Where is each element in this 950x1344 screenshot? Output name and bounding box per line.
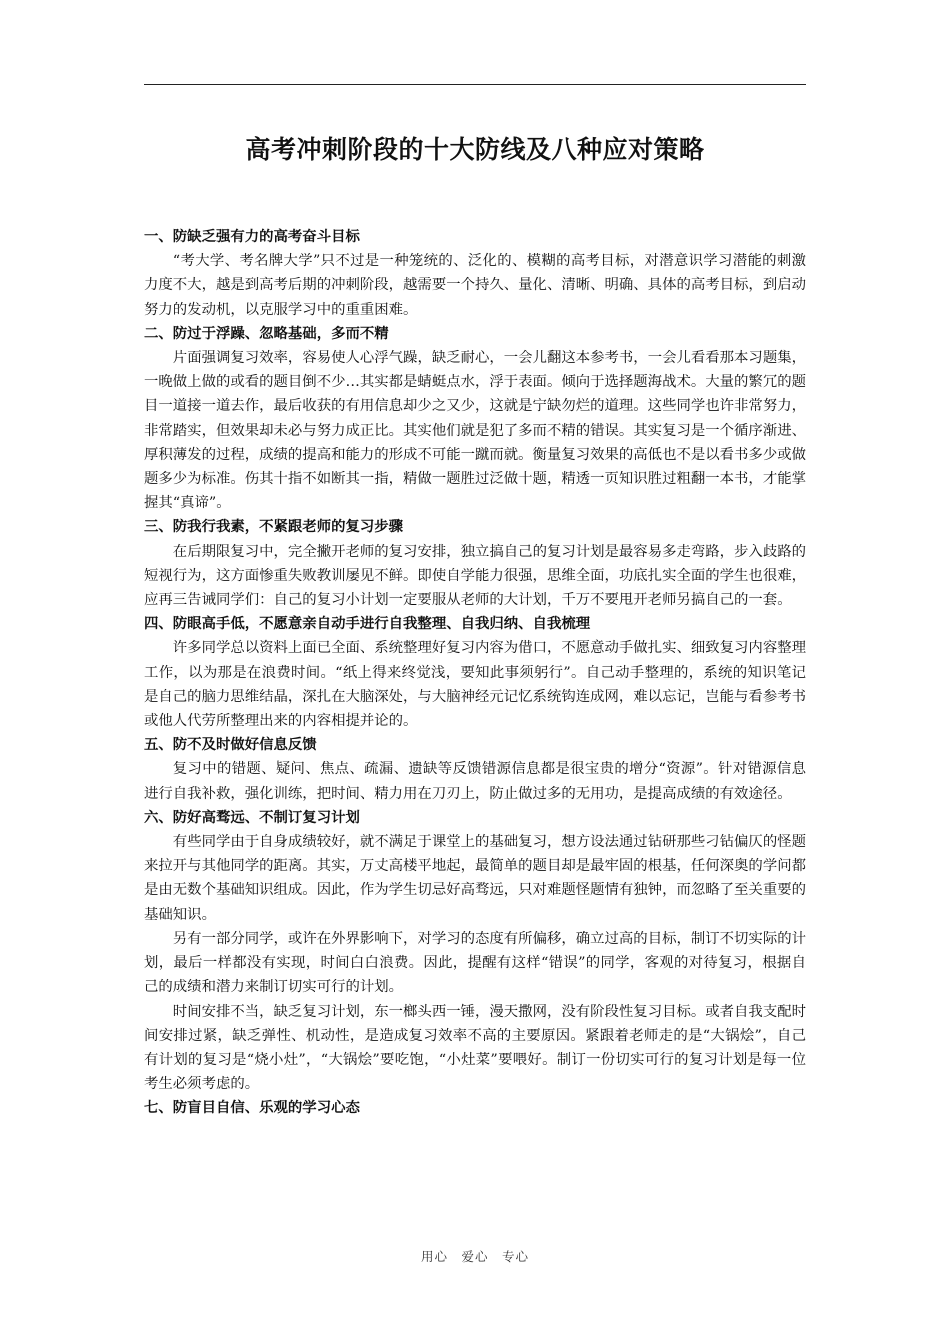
section-paragraph: 另有一部分同学，或许在外界影响下，对学习的态度有所偏移，确立过高的目标，制订不切实际的计划，最后一样都没有实现，时间白白浪费。因此，提醒有这样“错误”的同学，客观的对待复习，根据自己的成绩和潜力来制订切实可行的计划。 — [144, 930, 806, 996]
section-paragraph: 片面强调复习效率，容易使人心浮气躁，缺乏耐心，一会儿翻这本参考书，一会儿看看那本习题集，一晚做上做的或看的题目倒不少…其实都是蜻蜓点水，浮于表面。倾向于选择题海战术。大量的繁冗的题目一道接一道去作，最后收获的有用信息却少之又少，这就是宁缺勿烂的道理。这些同学也许非常努力，非常踏实，但效果却未必与努力成正比。其实他们就是犯了多而不精的错误。其实复习是一个循序渐进、厚积薄发的过程，成绩的提高和能力的形成不可能一蹴而就。衡量复习效果的高低也不是以看书多少或做题多少为标准。伤其十指不如断其一指，精做一题胜过泛做十题，精透一页知识胜过粗翻一本书，才能掌握其“真谛”。 — [144, 350, 806, 512]
document-title: 高考冲刺阶段的十大防线及八种应对策略 — [245, 135, 705, 164]
section-paragraph: 时间安排不当，缺乏复习计划，东一榔头西一锤，漫天撒网，没有阶段性复习目标。或者自我支配时间安排过紧，缺乏弹性、机动性，是造成复习效率不高的主要原因。紧跟着老师走的是“大锅烩”，自己有计划的复习是“烧小灶”，“大锅烩”要吃饱，“小灶菜”要喂好。制订一份切实可行的复习计划是每一位考生必须考虑的。 — [144, 1003, 806, 1093]
section-heading: 四、防眼高手低，不愿意亲自动手进行自我整理、自我归纳、自我梳理 — [144, 615, 591, 633]
page-footer: 用心 爱心 专心 — [420, 1249, 529, 1264]
header-rule — [144, 84, 806, 85]
section-paragraph: 在后期限复习中，完全撇开老师的复习安排，独立搞自己的复习计划是最容易多走弯路，步入歧路的短视行为，这方面惨重失败教训屡见不鲜。即使自学能力很强，思维全面，功底扎实全面的学生也很难，应再三告诫同学们：自己的复习小计划一定要服从老师的大计划，千万不要甩开老师另搞自己的一套。 — [144, 543, 806, 609]
section-heading: 六、防好高骛远、不制订复习计划 — [144, 808, 360, 826]
section-paragraph: 有些同学由于自身成绩较好，就不满足于课堂上的基础复习，想方设法通过钻研那些刁钻偏仄的怪题来拉开与其他同学的距离。其实，万丈高楼平地起，最简单的题目却是最牢固的根基，任何深奥的学问都是由无数个基础知识组成。因此，作为学生切忌好高骛远，只对难题怪题情有独钟，而忽略了至关重要的基础知识。 — [144, 834, 806, 923]
section-heading: 七、防盲目自信、乐观的学习心态 — [144, 1099, 360, 1117]
section-heading: 五、防不及时做好信息反馈 — [144, 736, 317, 754]
section-paragraph: 复习中的错题、疑问、焦点、疏漏、遗缺等反馈错源信息都是很宝贵的增分“资源”。针对错源信息进行自我补救，强化训练，把时间、精力用在刀刃上，防止做过多的无用功，是提高成绩的有效途径。 — [144, 761, 806, 802]
section-paragraph: “考大学、考名牌大学”只不过是一种笼统的、泛化的、模糊的高考目标，对潜意识学习潜能的刺激力度不大，越是到高考后期的冲刺阶段，越需要一个持久、量化、清晰、明确、具体的高考目标，到启动努力的发动机，以克服学习中的重重困难。 — [144, 253, 806, 318]
document-body — [144, 225, 806, 1121]
section-heading: 三、防我行我素，不紧跟老师的复习步骤 — [144, 518, 404, 536]
section-paragraph: 许多同学总以资料上面已全面、系统整理好复习内容为借口，不愿意动手做扎实、细致复习内容整理工作，以为那是在浪费时间。“纸上得来终觉浅，要知此事须躬行”。自己动手整理的，系统的知识笔记是自己的脑力思维结晶，深扎在大脑深处，与大脑神经元记忆系统钩连成网，难以忘记，岂能与看参考书或他人代劳所整理出来的内容相提并论的。 — [144, 640, 806, 730]
section-heading: 一、防缺乏强有力的高考奋斗目标 — [144, 228, 360, 245]
section-heading: 二、防过于浮躁、忽略基础，多而不精 — [144, 324, 389, 342]
